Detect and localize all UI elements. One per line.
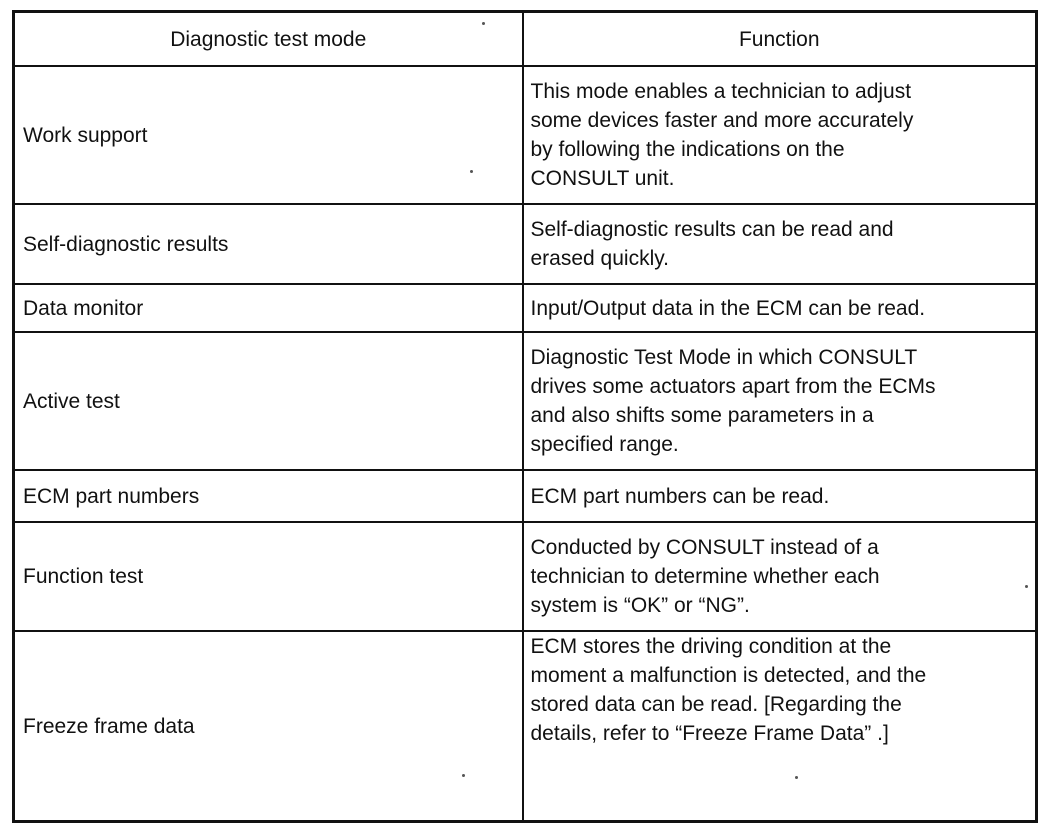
function-cell-freeze-frame-data: ECM stores the driving condition at the moment a malfunction is detected, and the stored data can be read. [Regarding the details, refer to “Freeze Frame Data” .] bbox=[523, 631, 1037, 822]
function-cell-function-test: Conducted by CONSULT instead of a technician to determine whether each system is “OK” or “NG”. bbox=[523, 522, 1037, 631]
table-header-row bbox=[14, 12, 1037, 67]
function-cell-work-support: This mode enables a technician to adjust some devices faster and more accurately by following the indications on the CONSULT unit. bbox=[523, 66, 1037, 204]
table-row bbox=[14, 66, 1037, 204]
table-row bbox=[14, 204, 1037, 284]
mode-cell-work-support: Work support bbox=[14, 66, 523, 204]
function-cell-ecm-part-numbers: ECM part numbers can be read. bbox=[523, 470, 1037, 522]
mode-cell-self-diagnostic-results: Self-diagnostic results bbox=[14, 204, 523, 284]
table-row bbox=[14, 470, 1037, 522]
function-cell-data-monitor: Input/Output data in the ECM can be read. bbox=[523, 284, 1037, 332]
table-row bbox=[14, 332, 1037, 470]
function-cell-self-diagnostic-results: Self-diagnostic results can be read and erased quickly. bbox=[523, 204, 1037, 284]
header-function: Function bbox=[523, 12, 1037, 67]
diagnostic-test-mode-table bbox=[12, 10, 1038, 823]
table-row bbox=[14, 522, 1037, 631]
table-row bbox=[14, 284, 1037, 332]
scan-speck bbox=[1025, 585, 1028, 588]
mode-cell-data-monitor: Data monitor bbox=[14, 284, 523, 332]
scan-speck bbox=[795, 776, 798, 779]
table-row bbox=[14, 631, 1037, 822]
mode-cell-freeze-frame-data: Freeze frame data bbox=[14, 631, 523, 822]
function-cell-active-test: Diagnostic Test Mode in which CONSULT drives some actuators apart from the ECMs and also shifts some parameters in a specified range. bbox=[523, 332, 1037, 470]
mode-cell-ecm-part-numbers: ECM part numbers bbox=[14, 470, 523, 522]
mode-cell-active-test: Active test bbox=[14, 332, 523, 470]
scan-speck bbox=[470, 170, 473, 173]
scan-speck bbox=[462, 774, 465, 777]
scan-speck bbox=[482, 22, 485, 25]
header-diagnostic-test-mode: Diagnostic test mode bbox=[14, 12, 523, 67]
mode-cell-function-test: Function test bbox=[14, 522, 523, 631]
